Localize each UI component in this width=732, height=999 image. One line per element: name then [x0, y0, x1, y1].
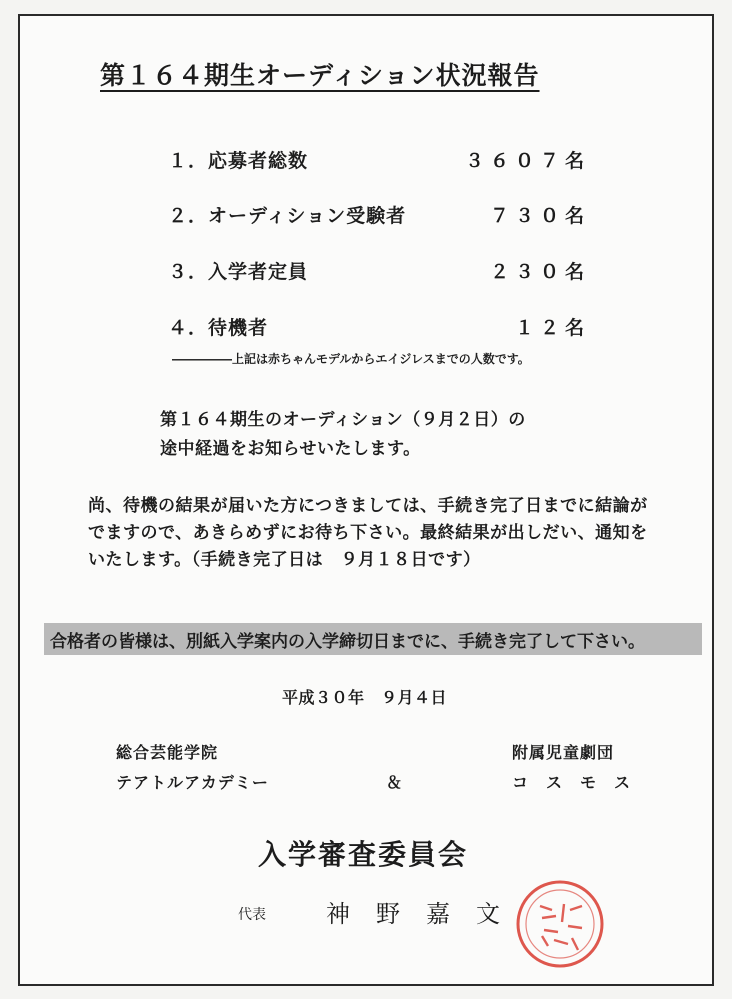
item-examinees-label: ２．オーディション受験者	[168, 205, 407, 227]
document-title: 第１６４期生オーディション状況報告	[100, 61, 540, 90]
item-examinees-value: ７３０名	[489, 205, 590, 227]
footnote: ―――――上記は赤ちゃんモデルからエイジレスまでの人数です。	[172, 352, 530, 366]
item-capacity-label: ３．入学者定員	[168, 261, 309, 283]
intro-line-2: 途中経過をお知らせいたします。	[160, 439, 421, 459]
item-waitlist-label: ４．待機者	[168, 317, 269, 339]
org-right-line-1: 附属児童劇団	[512, 743, 615, 762]
item-total-applicants-value: ３６０７名	[464, 150, 590, 172]
committee-name: 入学審査委員会	[258, 838, 469, 871]
item-waitlist-value: １２名	[514, 317, 590, 339]
org-right-line-2: コ ス モ ス	[512, 773, 632, 792]
notice-line-2: でますので、あきらめずにお待ち下さい。最終結果が出しだい、通知を	[88, 523, 648, 543]
official-seal-stamp	[512, 876, 608, 972]
issue-date: 平成３０年 ９月４日	[282, 688, 448, 707]
org-left-line-2: テアトルアカデミー	[116, 773, 269, 792]
notice-line-3: いたします。（手続き完了日は ９月１８日です）	[88, 550, 481, 570]
item-capacity-value: ２３０名	[489, 261, 590, 283]
item-total-applicants-label: １．応募者総数	[168, 150, 309, 172]
highlight-notice: 合格者の皆様は、別紙入学案内の入学締切日までに、手続き完了して下さい。	[50, 632, 645, 652]
intro-line-1: 第１６４期生のオーディション（９月２日）の	[160, 410, 526, 430]
ampersand: ＆	[386, 773, 404, 792]
notice-line-1: 尚、待機の結果が届いた方につきましては、手続き完了日までに結論が	[88, 496, 648, 516]
representative-label: 代表	[238, 907, 266, 923]
org-left-line-1: 総合芸能学院	[116, 743, 219, 762]
representative-name: 神野嘉文	[326, 900, 526, 928]
